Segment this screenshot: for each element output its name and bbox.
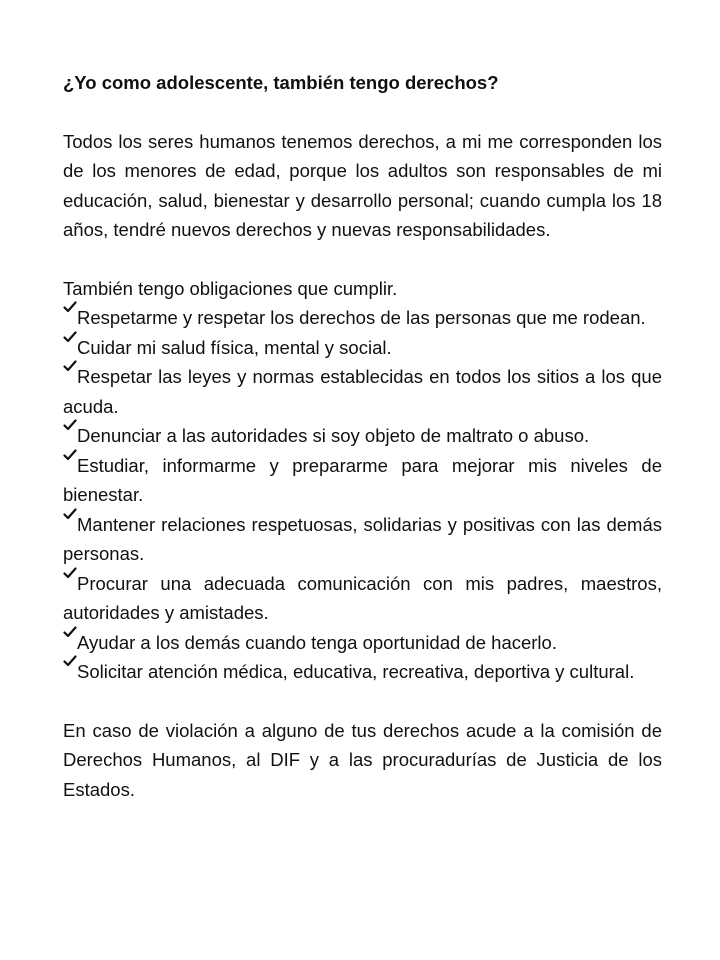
spacer bbox=[63, 687, 662, 716]
document-page bbox=[63, 68, 662, 804]
list-item-text: Respetarme y respetar los derechos de las personas que me rodean. bbox=[77, 307, 646, 328]
spacer bbox=[63, 98, 662, 127]
list-item bbox=[63, 569, 662, 628]
list-item bbox=[63, 628, 662, 658]
obligations-heading: También tengo obligaciones que cumplir. bbox=[63, 277, 398, 299]
checkmark-icon bbox=[63, 369, 77, 383]
list-item bbox=[63, 333, 662, 363]
list-item-text: Solicitar atención médica, educativa, recreativa, deportiva y cultural. bbox=[77, 661, 635, 682]
checkmark-icon bbox=[63, 664, 77, 678]
list-item-text: Estudiar, informarme y prepararme para mejorar mis niveles de bienestar. bbox=[63, 454, 662, 505]
list-item-text: Procurar una adecuada comunicación con mis padres, maestros, autoridades y amistades. bbox=[63, 572, 662, 623]
list-item bbox=[63, 451, 662, 510]
obligations-list bbox=[63, 303, 662, 687]
list-item-text: Respetar las leyes y normas establecidas en todos los sitios a los que acuda. bbox=[63, 366, 662, 417]
spacer bbox=[63, 245, 662, 274]
document-title: ¿Yo como adolescente, también tengo derechos? bbox=[63, 72, 499, 93]
checkmark-icon bbox=[63, 428, 77, 442]
list-item bbox=[63, 362, 662, 421]
checkmark-icon bbox=[63, 635, 77, 649]
list-item bbox=[63, 657, 662, 687]
list-item bbox=[63, 510, 662, 569]
list-item-text: Mantener relaciones respetuosas, solidarias y positivas con las demás personas. bbox=[63, 513, 662, 564]
list-item-text: Denunciar a las autoridades si soy objeto de maltrato o abuso. bbox=[77, 425, 590, 446]
list-item bbox=[63, 303, 662, 333]
closing-paragraph: En caso de violación a alguno de tus derechos acude a la comisión de Derechos Humanos, al DIF y a las procuradurías de Justicia de los Estados. bbox=[63, 719, 662, 800]
checkmark-icon bbox=[63, 458, 77, 472]
checkmark-icon bbox=[63, 576, 77, 590]
list-item-text: Cuidar mi salud física, mental y social. bbox=[77, 336, 392, 358]
intro-paragraph: Todos los seres humanos tenemos derechos, a mi me corresponden los de los menores de edad, porque los adultos son responsables de mi educación, salud, bienestar y desarrollo personal; cuando cumpla los 18 años, tendré nuevos derechos y nuevas responsabilidades. bbox=[63, 130, 662, 240]
list-item-text: Ayudar a los demás cuando tenga oportunidad de hacerlo. bbox=[77, 631, 557, 653]
list-item bbox=[63, 421, 662, 451]
checkmark-icon bbox=[63, 340, 77, 354]
checkmark-icon bbox=[63, 517, 77, 531]
checkmark-icon bbox=[63, 310, 77, 324]
